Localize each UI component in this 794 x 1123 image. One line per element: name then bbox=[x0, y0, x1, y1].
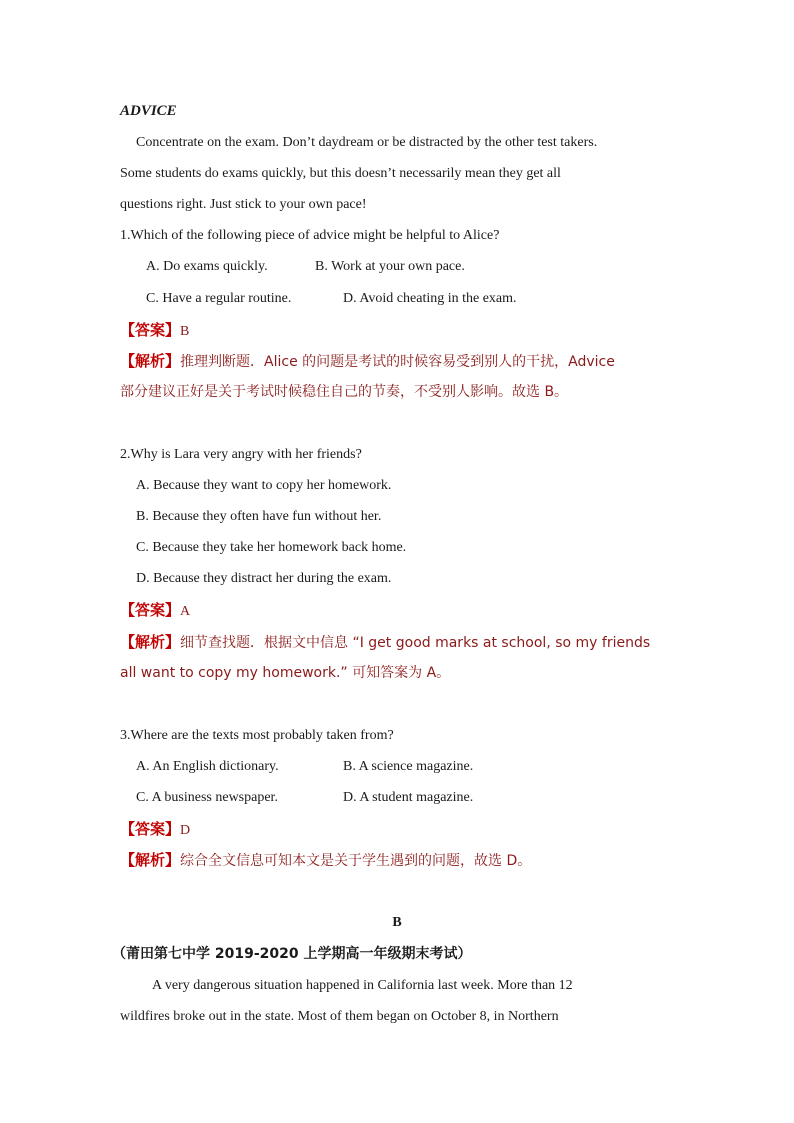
answer-label: 【答案】 bbox=[120, 601, 181, 619]
advice-paragraph-line-1: Concentrate on the exam. Don’t daydream or be distracted by the other test takers. bbox=[136, 135, 598, 150]
answer-label: 【答案】 bbox=[120, 820, 181, 838]
analysis-label: 【解析】 bbox=[120, 352, 181, 370]
section-b-paragraph-line-1: A very dangerous situation happened in California last week. More than 12 bbox=[152, 978, 573, 993]
question-3: 3.Where are the texts most probably taken from? bbox=[120, 728, 394, 743]
q3-answer bbox=[120, 819, 190, 841]
q1-option-c: C. Have a regular routine. bbox=[146, 291, 292, 306]
q2-option-d: D. Because they distract her during the exam. bbox=[136, 571, 392, 586]
q2-analysis-line-1 bbox=[120, 632, 650, 654]
q1-analysis-line-2: 部分建议正好是关于考试时候稳住自己的节奏，不受别人影响。故选 B。 bbox=[120, 384, 569, 400]
q2-answer bbox=[120, 600, 190, 622]
q2-analysis-line-2: all want to copy my homework.” 可知答案为 A。 bbox=[120, 665, 451, 681]
q3-option-d: D. A student magazine. bbox=[343, 790, 474, 805]
section-source: （莆田第七中学 2019-2020 上学期高一年级期末考试） bbox=[112, 946, 472, 962]
section-b-paragraph-line-2: wildfires broke out in the state. Most of them began on October 8, in Northern bbox=[120, 1009, 559, 1024]
analysis-text: 细节查找题．根据文中信息 “I get good marks at school, so my friends bbox=[180, 635, 651, 651]
q1-answer bbox=[120, 320, 189, 342]
analysis-label: 【解析】 bbox=[120, 633, 181, 651]
answer-value: B bbox=[180, 324, 190, 339]
q2-option-b: B. Because they often have fun without her. bbox=[136, 509, 382, 524]
q3-analysis-line-1 bbox=[120, 850, 531, 872]
question-2: 2.Why is Lara very angry with her friends? bbox=[120, 447, 362, 462]
question-1: 1.Which of the following piece of advice might be helpful to Alice? bbox=[120, 228, 500, 243]
advice-paragraph-line-2: Some students do exams quickly, but this doesn’t necessarily mean they get all bbox=[120, 166, 561, 181]
q2-option-c: C. Because they take her homework back home. bbox=[136, 540, 407, 555]
analysis-text: 综合全文信息可知本文是关于学生遇到的问题，故选 D。 bbox=[180, 853, 532, 869]
q1-option-d: D. Avoid cheating in the exam. bbox=[343, 291, 517, 306]
q2-option-a: A. Because they want to copy her homework. bbox=[136, 478, 392, 493]
q3-option-a: A. An English dictionary. bbox=[136, 759, 279, 774]
advice-paragraph-line-3: questions right. Just stick to your own pace! bbox=[120, 197, 367, 212]
analysis-text: 推理判断题．Alice 的问题是考试的时候容易受到别人的干扰，Advice bbox=[180, 354, 615, 370]
q1-option-a: A. Do exams quickly. bbox=[146, 259, 268, 274]
q1-option-b: B. Work at your own pace. bbox=[315, 259, 465, 274]
q3-option-b: B. A science magazine. bbox=[343, 759, 474, 774]
section-letter: B bbox=[392, 915, 402, 930]
answer-label: 【答案】 bbox=[120, 321, 181, 339]
q1-analysis-line-1 bbox=[120, 351, 615, 373]
advice-title: ADVICE bbox=[120, 103, 177, 119]
q3-option-c: C. A business newspaper. bbox=[136, 790, 278, 805]
answer-value: D bbox=[180, 823, 191, 838]
answer-value: A bbox=[180, 604, 191, 619]
analysis-label: 【解析】 bbox=[120, 851, 181, 869]
